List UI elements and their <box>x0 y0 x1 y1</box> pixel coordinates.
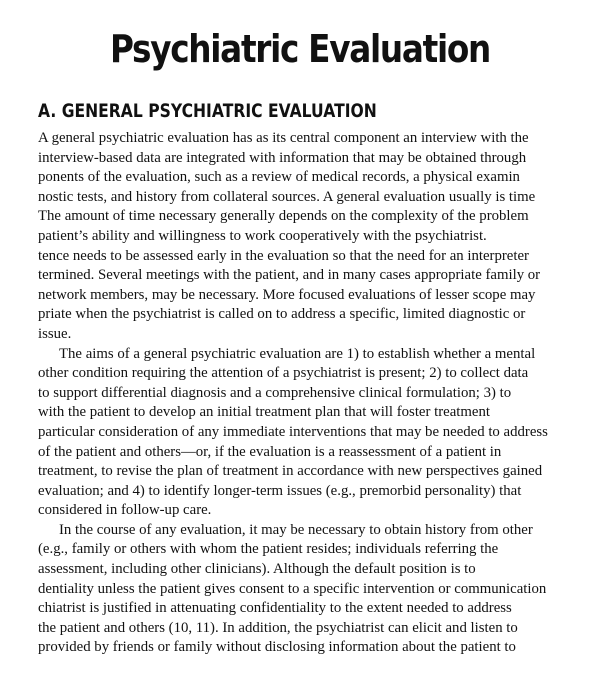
text-line: provided by friends or family without disclosing information about the patient to <box>38 639 516 656</box>
text-line: considered in follow-up care. <box>38 502 212 519</box>
text-line: the patient and others (10, 11). In addition, the psychiatrist can elicit and listen to <box>38 619 518 636</box>
text-line: dentiality unless the patient gives consent to a specific intervention or communication <box>38 580 547 597</box>
text-line: tence needs to be assessed early in the evaluation so that the need for an interpreter <box>38 247 529 264</box>
text-line: priate when the psychiatrist is called on to address a specific, limited diagnostic or <box>38 306 526 323</box>
text-line: network members, may be necessary. More focused evaluations of lesser scope may <box>38 286 536 303</box>
paragraph-start-line: The aims of a general psychiatric evaluation are 1) to establish whether a mental <box>59 345 536 362</box>
body-text <box>38 129 600 658</box>
text-line: termined. Several meetings with the patient, and in many cases appropriate family or <box>38 267 541 284</box>
text-line: interview-based data are integrated with information that may be obtained through <box>38 149 527 166</box>
text-line: ponents of the evaluation, such as a review of medical records, a physical examin <box>38 169 520 186</box>
text-line: assessment, including other clinicians). Although the default position is to <box>38 561 476 578</box>
section-heading: A. GENERAL PSYCHIATRIC EVALUATION <box>38 100 377 122</box>
page-title: Psychiatric Evaluation <box>109 27 491 71</box>
text-line: issue. <box>38 325 72 342</box>
text-line: particular consideration of any immediate interventions that may be needed to address <box>38 423 548 440</box>
text-line: of the patient and others—or, if the evaluation is a reassessment of a patient in <box>38 443 502 460</box>
text-line: A general psychiatric evaluation has as its central component an interview with the <box>38 130 529 146</box>
text-line: treatment, to revise the plan of treatment in accordance with new perspectives gained <box>38 463 543 480</box>
text-line: chiatrist is justified in attenuating confidentiality to the extent needed to address <box>38 600 512 617</box>
text-line: nostic tests, and history from collateral sources. A general evaluation usually is time <box>38 188 536 205</box>
text-line: with the patient to develop an initial treatment plan that will foster treatment <box>38 404 490 421</box>
text-line: evaluation; and 4) to identify longer-term issues (e.g., premorbid personality) that <box>38 482 522 499</box>
text-line: other condition requiring the attention of a psychiatrist is present; 2) to collect data <box>38 365 529 382</box>
text-line: patient’s ability and willingness to work cooperatively with the psychiatrist. <box>38 227 487 244</box>
text-line: The amount of time necessary generally depends on the complexity of the problem <box>38 208 529 225</box>
text-line: to support differential diagnosis and a comprehensive clinical formulation; 3) to <box>38 384 512 401</box>
paragraph-start-line: In the course of any evaluation, it may be necessary to obtain history from other <box>59 521 533 538</box>
text-line: (e.g., family or others with whom the patient resides; individuals referring the <box>38 541 499 558</box>
